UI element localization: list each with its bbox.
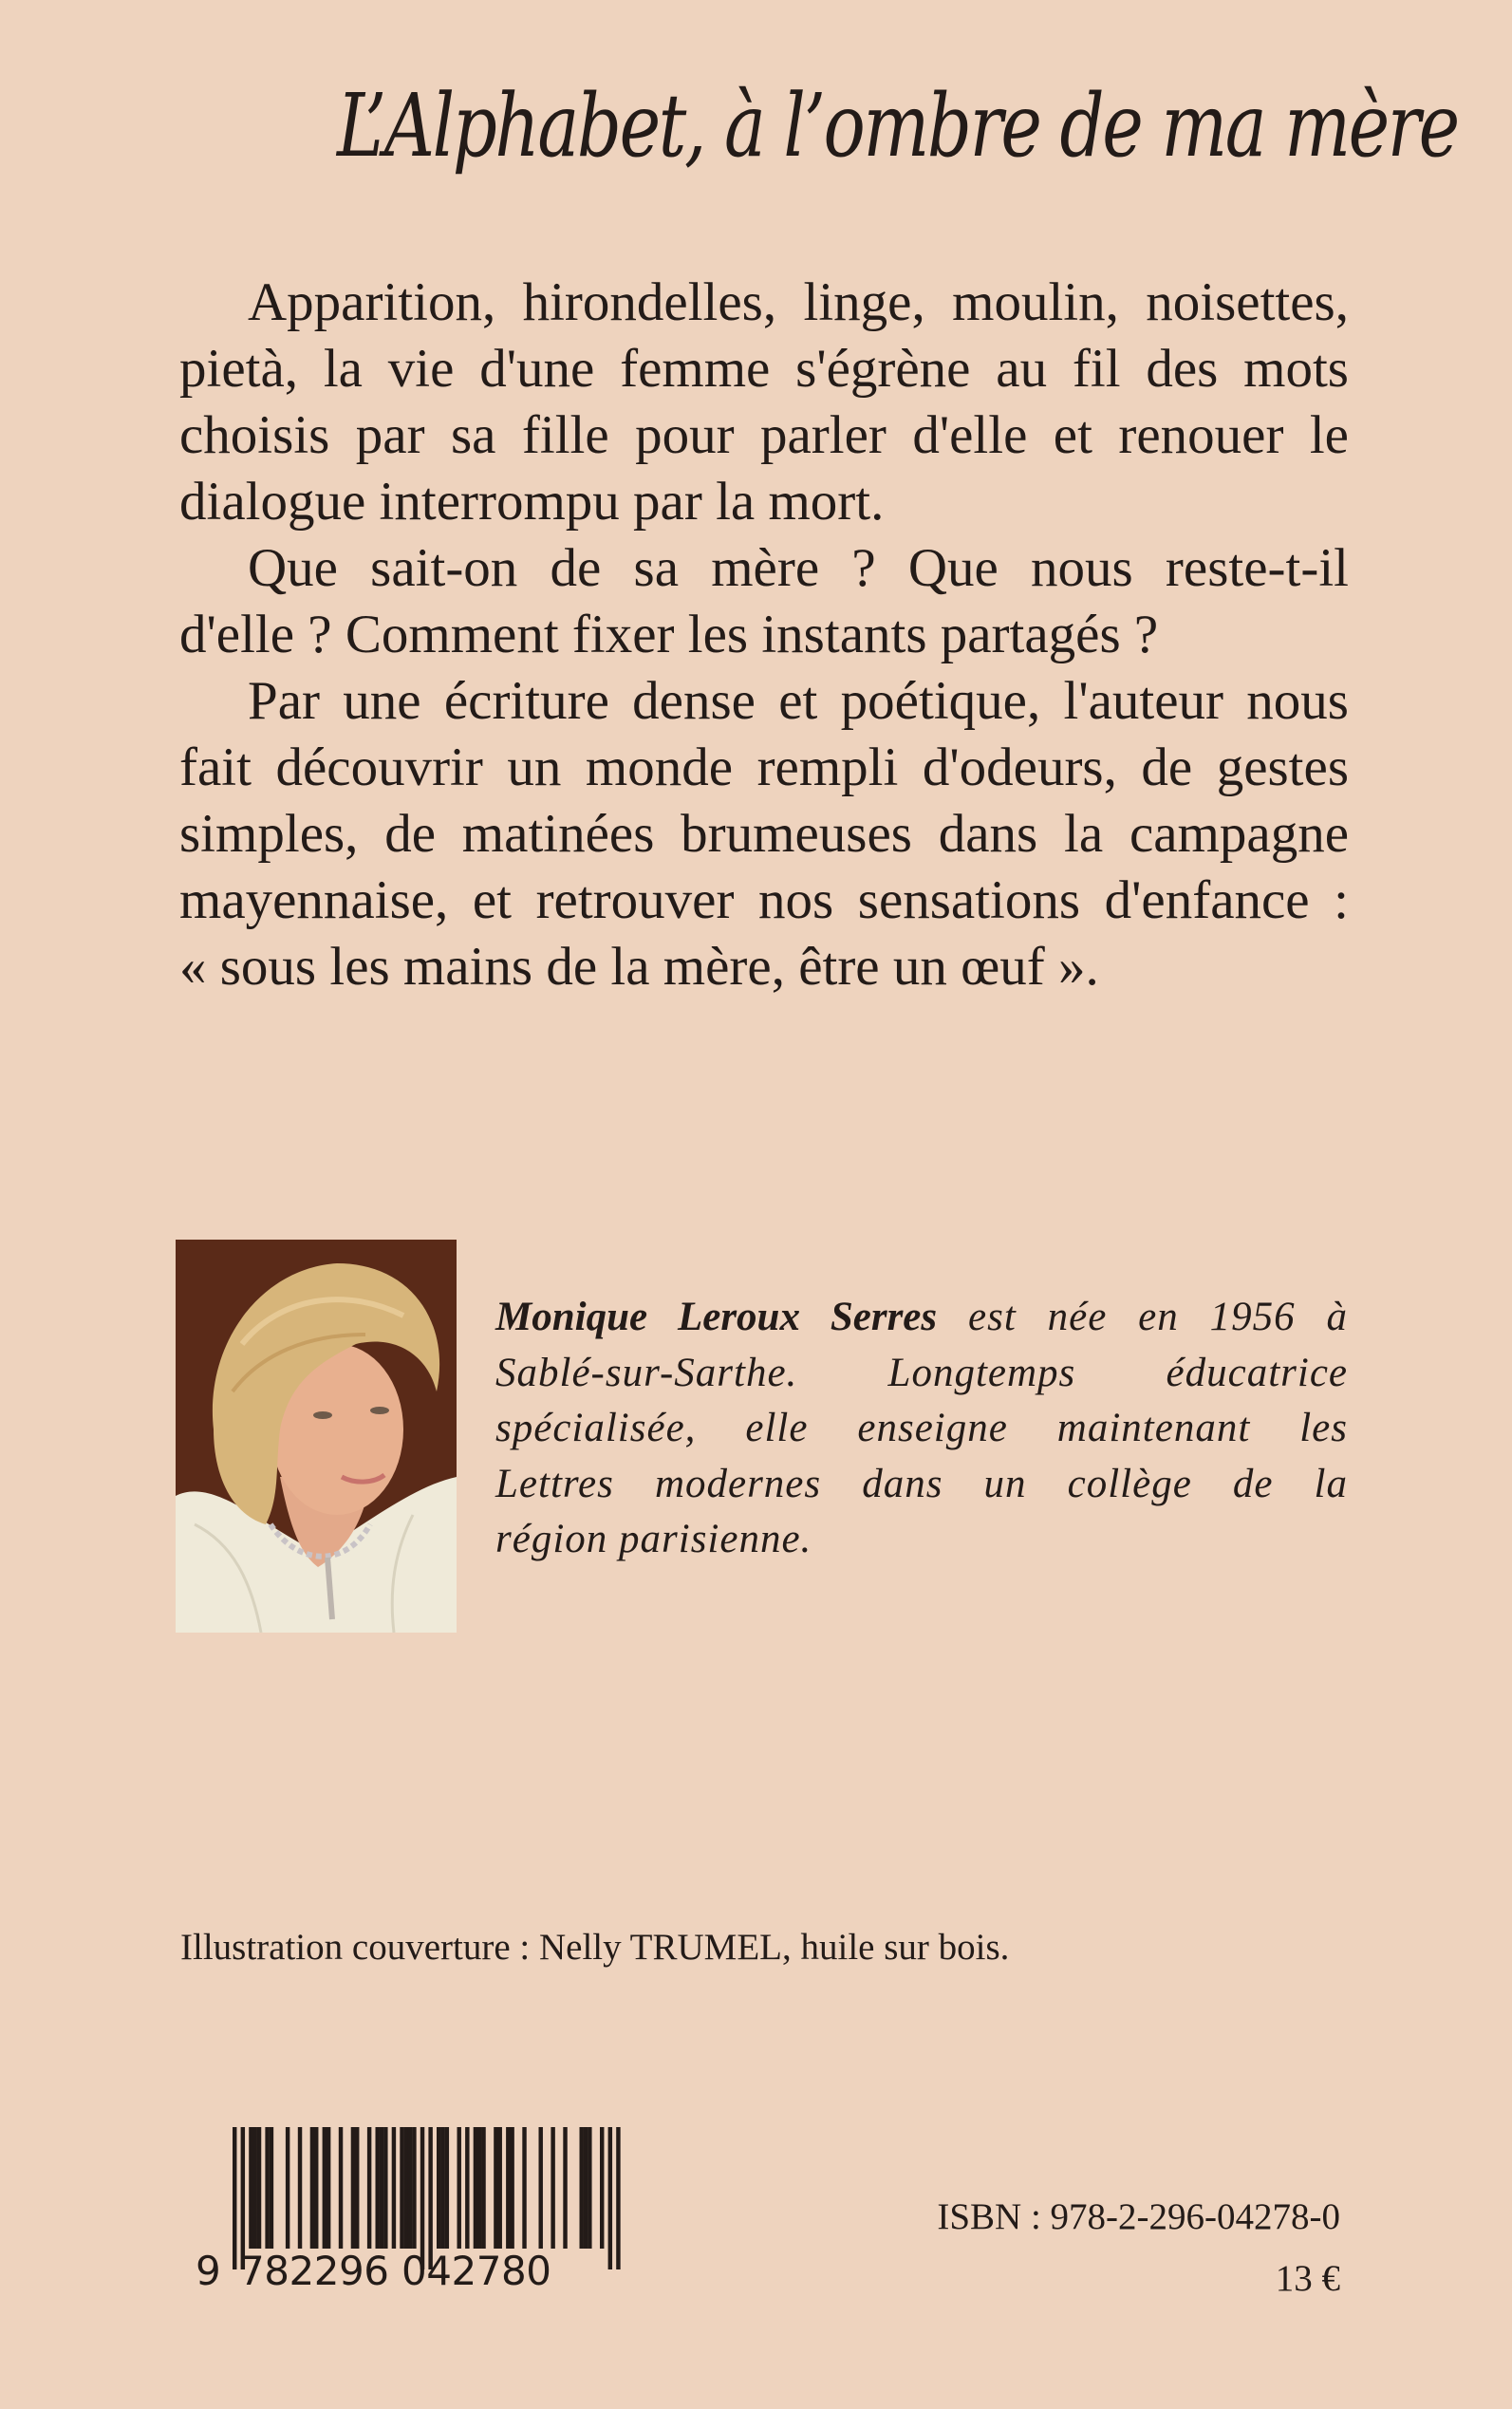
back-cover-blurb: [179, 270, 1349, 1000]
bio-text: est née en 1956 à: [937, 1295, 1348, 1339]
barcode-bar: [445, 2127, 449, 2249]
blurb-line: Apparition, hirondelles, linge, moulin, noisettes,: [248, 272, 1349, 332]
author-bio: [495, 1290, 1348, 1568]
book-title: L’Alphabet, à l’ombre de ma mère: [337, 75, 1458, 177]
barcode-bar: [474, 2127, 477, 2249]
barcode-left-digits: 782296: [239, 2248, 389, 2294]
barcode-bar: [351, 2127, 355, 2249]
blurb-line: mayennaise, et retrouver nos sensations d'enfance :: [179, 870, 1349, 930]
barcode-bar: [465, 2127, 469, 2249]
barcode-bar: [257, 2127, 261, 2249]
barcode-bar: [522, 2127, 526, 2249]
blurb-line: fait découvrir un monde rempli d'odeurs, de gestes: [179, 738, 1349, 797]
barcode-bar: [327, 2127, 330, 2249]
barcode-bar: [298, 2127, 302, 2249]
barcode-bar: [253, 2127, 257, 2249]
blurb-line: pietà, la vie d'une femme s'égrène au fil des mots: [179, 339, 1349, 399]
barcode-bar: [440, 2127, 444, 2249]
barcode-bar: [457, 2127, 461, 2249]
blurb-line: Que sait-on de sa mère ? Que nous reste-t-il: [248, 538, 1349, 598]
barcode-bar: [588, 2127, 591, 2249]
barcode-bar: [600, 2127, 604, 2249]
barcode-bar: [249, 2127, 252, 2249]
barcode-bar: [314, 2127, 318, 2249]
blurb-line: dialogue interrompu par la mort.: [179, 472, 885, 532]
bio-line: spécialisée, elle enseigne maintenant les: [495, 1406, 1348, 1450]
bio-line: [495, 1290, 1348, 1346]
bio-line: Lettres modernes dans un collège de la: [495, 1461, 1348, 1506]
barcode-right-digits: 042780: [401, 2248, 551, 2294]
barcode-bar: [376, 2127, 380, 2249]
illustration-credit: Illustration couverture : Nelly TRUMEL, huile sur bois.: [180, 1927, 1010, 1968]
barcode-bar: [265, 2127, 269, 2249]
blurb-paragraph-3: [179, 668, 1349, 1000]
barcode-bar: [392, 2127, 396, 2249]
blurb-line: choisis par sa fille pour parler d'elle et renouer le: [179, 405, 1349, 465]
price: 13 €: [1275, 2258, 1340, 2299]
blurb-line: « sous les mains de la mère, être un œuf ».: [179, 937, 1099, 997]
barcode-icon: [190, 2127, 626, 2298]
isbn-barcode: [190, 2127, 626, 2298]
author-photo: [176, 1240, 457, 1633]
barcode-bar: [367, 2127, 371, 2249]
barcode-bar: [608, 2127, 612, 2269]
blurb-line: Par une écriture dense et poétique, l'auteur nous: [248, 671, 1349, 731]
barcode-bar: [383, 2127, 387, 2249]
blurb-paragraph-1: [179, 270, 1349, 535]
barcode-first-digit: 9: [196, 2248, 221, 2294]
barcode-bar: [355, 2127, 359, 2249]
bio-line: Sablé-sur-Sarthe. Longtemps éducatrice: [495, 1350, 1348, 1395]
barcode-bar: [494, 2127, 497, 2249]
barcode-bar: [551, 2127, 554, 2249]
barcode-bar: [510, 2127, 513, 2249]
barcode-bar: [380, 2127, 383, 2249]
author-portrait-image: [176, 1240, 457, 1633]
blurb-line: simples, de matinées brumeuses dans la campagne: [179, 804, 1349, 864]
barcode-bar: [339, 2127, 343, 2249]
barcode-bar: [233, 2127, 236, 2269]
barcode-bar: [310, 2127, 314, 2249]
barcode-bar: [539, 2127, 543, 2249]
bio-line: région parisienne.: [495, 1517, 812, 1561]
barcode-bar: [286, 2127, 289, 2249]
blurb-line: d'elle ? Comment fixer les instants partagés ?: [179, 605, 1159, 664]
barcode-bar: [477, 2127, 481, 2249]
barcode-bar: [481, 2127, 485, 2249]
barcode-bar: [408, 2127, 412, 2249]
barcode-bar: [270, 2127, 273, 2249]
barcode-bar: [400, 2127, 403, 2249]
barcode-bar: [506, 2127, 510, 2249]
barcode-bar: [580, 2127, 584, 2249]
barcode-bar: [404, 2127, 408, 2249]
isbn-number: ISBN : 978-2-296-04278-0: [937, 2196, 1340, 2237]
barcode-bar: [437, 2127, 440, 2249]
blurb-paragraph-2: [179, 535, 1349, 668]
barcode-bar: [323, 2127, 327, 2249]
barcode-bar: [584, 2127, 588, 2249]
author-name: Monique Leroux Serres: [495, 1295, 938, 1339]
barcode-bar: [498, 2127, 502, 2249]
barcode-bar: [563, 2127, 567, 2249]
barcode-bar: [616, 2127, 620, 2269]
barcode-bar: [412, 2127, 416, 2249]
